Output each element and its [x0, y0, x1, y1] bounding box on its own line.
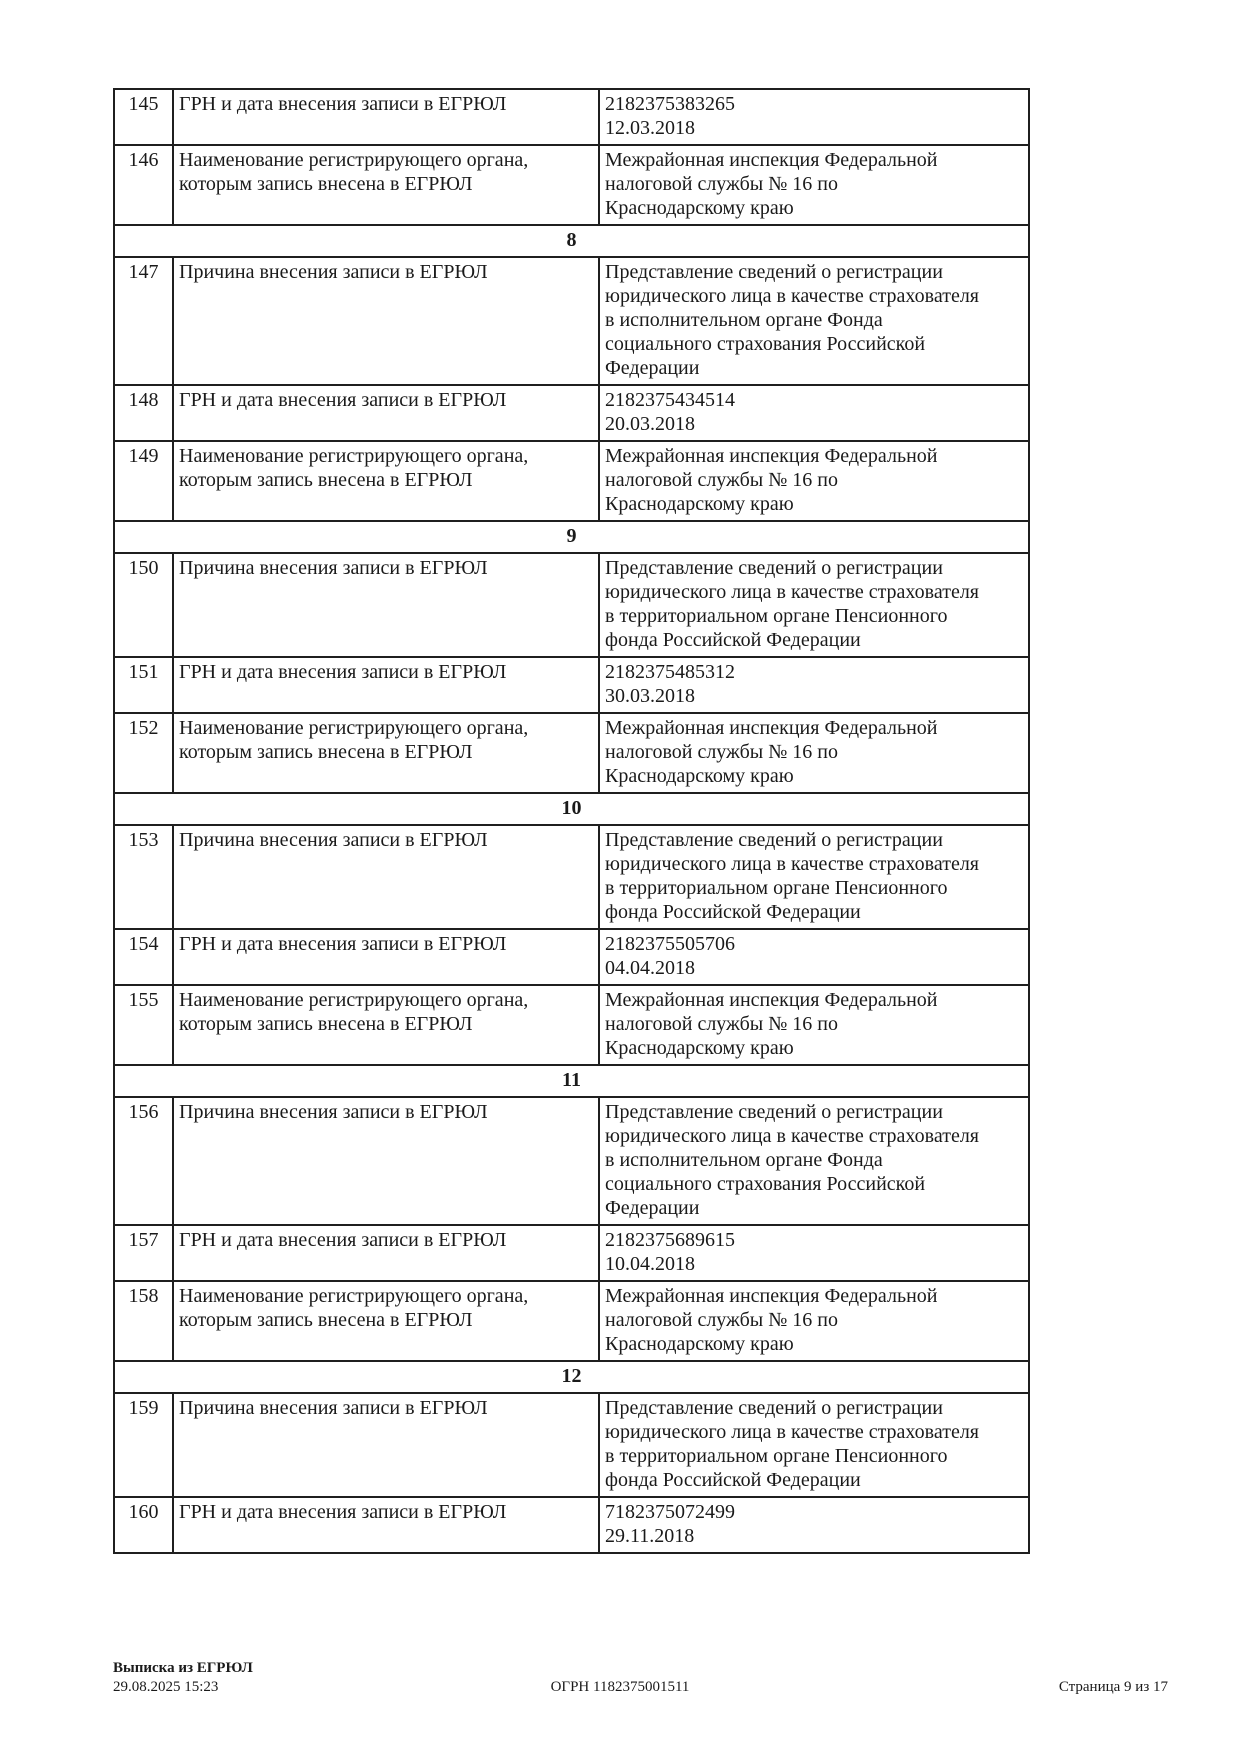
record-number-cell: 159 [114, 1393, 173, 1497]
field-value-cell [599, 145, 1029, 225]
record-row [114, 1097, 1029, 1225]
field-value-line: 12.03.2018 [605, 117, 695, 139]
field-value-cell [599, 257, 1029, 385]
field-label-cell: Причина внесения записи в ЕГРЮЛ [173, 1393, 599, 1497]
field-value-line: фонда Российской Федерации [605, 629, 861, 651]
field-value-line: в территориальном органе Пенсионного [605, 605, 948, 627]
field-label-cell: Наименование регистрирующего органа, которым запись внесена в ЕГРЮЛ [173, 441, 599, 521]
field-value-line: 10.04.2018 [605, 1253, 695, 1275]
field-value-line: налоговой службы № 16 по [605, 1309, 838, 1331]
field-value-cell [599, 385, 1029, 441]
field-label-cell: Наименование регистрирующего органа, которым запись внесена в ЕГРЮЛ [173, 713, 599, 793]
record-row [114, 713, 1029, 793]
field-value-line: налоговой службы № 16 по [605, 173, 838, 195]
field-label-cell: Наименование регистрирующего органа, которым запись внесена в ЕГРЮЛ [173, 1281, 599, 1361]
ogrn-label: ОГРН 1182375001511 [550, 1679, 690, 1695]
field-label-cell: ГРН и дата внесения записи в ЕГРЮЛ [173, 385, 599, 441]
record-row [114, 929, 1029, 985]
field-value-line: юридического лица в качестве страхователя [605, 285, 980, 307]
field-label-cell: Причина внесения записи в ЕГРЮЛ [173, 257, 599, 385]
field-value-line: 2182375689615 [605, 1229, 735, 1251]
field-value-line: Межрайонная инспекция Федеральной [605, 989, 938, 1011]
record-row [114, 385, 1029, 441]
record-number-cell: 154 [114, 929, 173, 985]
record-row [114, 145, 1029, 225]
field-label-cell: Наименование регистрирующего органа, которым запись внесена в ЕГРЮЛ [173, 145, 599, 225]
field-value-line: Федерации [605, 1197, 700, 1219]
field-value-line: Краснодарскому краю [605, 1037, 794, 1059]
record-row [114, 1225, 1029, 1281]
record-number-cell: 153 [114, 825, 173, 929]
section-number: 9 [114, 521, 1029, 553]
section-number: 8 [114, 225, 1029, 257]
field-value-line: налоговой службы № 16 по [605, 469, 838, 491]
field-label-cell: ГРН и дата внесения записи в ЕГРЮЛ [173, 929, 599, 985]
record-number-cell: 147 [114, 257, 173, 385]
field-value-cell [599, 1497, 1029, 1553]
field-value-line: Федерации [605, 357, 700, 379]
field-value-line: Представление сведений о регистрации [605, 261, 943, 283]
record-number-cell: 148 [114, 385, 173, 441]
field-value-line: 7182375072499 [605, 1501, 735, 1523]
record-number-cell: 146 [114, 145, 173, 225]
field-value-line: в исполнительном органе Фонда [605, 309, 883, 331]
record-number-cell: 160 [114, 1497, 173, 1553]
section-header-row [114, 225, 1029, 257]
record-number-cell: 156 [114, 1097, 173, 1225]
field-label-cell: Причина внесения записи в ЕГРЮЛ [173, 825, 599, 929]
field-value-line: 29.11.2018 [605, 1525, 695, 1547]
field-value-cell [599, 553, 1029, 657]
section-header-row [114, 521, 1029, 553]
field-value-line: Межрайонная инспекция Федеральной [605, 149, 938, 171]
field-value-line: юридического лица в качестве страхователя [605, 581, 980, 603]
field-value-line: юридического лица в качестве страхователя [605, 853, 980, 875]
field-label-cell: Причина внесения записи в ЕГРЮЛ [173, 553, 599, 657]
field-value-line: Краснодарскому краю [605, 493, 794, 515]
record-number-cell: 145 [114, 89, 173, 145]
field-value-line: 2182375434514 [605, 389, 735, 411]
field-value-line: фонда Российской Федерации [605, 1469, 861, 1491]
field-value-line: в исполнительном органе Фонда [605, 1149, 883, 1171]
record-row [114, 257, 1029, 385]
field-value-line: социального страхования Российской [605, 333, 926, 355]
field-label-cell: ГРН и дата внесения записи в ЕГРЮЛ [173, 1225, 599, 1281]
field-value-line: налоговой службы № 16 по [605, 1013, 838, 1035]
field-value-line: 2182375505706 [605, 933, 735, 955]
record-row [114, 553, 1029, 657]
field-value-line: Краснодарскому краю [605, 197, 794, 219]
field-value-line: социального страхования Российской [605, 1173, 926, 1195]
record-row [114, 89, 1029, 145]
field-value-line: 04.04.2018 [605, 957, 695, 979]
field-value-line: Представление сведений о регистрации [605, 1101, 943, 1123]
extract-timestamp: 29.08.2025 15:23 [113, 1679, 219, 1695]
field-value-line: Представление сведений о регистрации [605, 829, 943, 851]
record-row [114, 1497, 1029, 1553]
field-value-line: 30.03.2018 [605, 685, 695, 707]
field-value-line: Межрайонная инспекция Федеральной [605, 717, 938, 739]
field-value-line: юридического лица в качестве страхователя [605, 1421, 980, 1443]
field-value-cell [599, 441, 1029, 521]
record-number-cell: 158 [114, 1281, 173, 1361]
field-value-line: Межрайонная инспекция Федеральной [605, 445, 938, 467]
field-label-cell: ГРН и дата внесения записи в ЕГРЮЛ [173, 1497, 599, 1553]
field-value-line: Представление сведений о регистрации [605, 1397, 943, 1419]
record-row [114, 985, 1029, 1065]
record-row [114, 441, 1029, 521]
field-value-line: фонда Российской Федерации [605, 901, 861, 923]
section-number: 12 [114, 1361, 1029, 1393]
field-value-line: в территориальном органе Пенсионного [605, 1445, 948, 1467]
field-value-cell [599, 1281, 1029, 1361]
field-value-line: 2182375485312 [605, 661, 735, 683]
record-number-cell: 157 [114, 1225, 173, 1281]
field-value-cell [599, 985, 1029, 1065]
field-value-line: Межрайонная инспекция Федеральной [605, 1285, 938, 1307]
field-value-line: юридического лица в качестве страхователя [605, 1125, 980, 1147]
record-number-cell: 152 [114, 713, 173, 793]
page-number: Страница 9 из 17 [1058, 1679, 1168, 1695]
section-number: 11 [114, 1065, 1029, 1097]
record-number-cell: 155 [114, 985, 173, 1065]
field-label-cell: ГРН и дата внесения записи в ЕГРЮЛ [173, 89, 599, 145]
field-value-line: Краснодарскому краю [605, 765, 794, 787]
field-value-cell [599, 929, 1029, 985]
field-value-cell [599, 1225, 1029, 1281]
record-row [114, 1281, 1029, 1361]
egrul-table-body [114, 89, 1029, 1553]
field-value-line: налоговой службы № 16 по [605, 741, 838, 763]
section-header-row [114, 793, 1029, 825]
record-row [114, 825, 1029, 929]
field-value-line: в территориальном органе Пенсионного [605, 877, 948, 899]
field-value-line: 20.03.2018 [605, 413, 695, 435]
field-value-line: Представление сведений о регистрации [605, 557, 943, 579]
field-label-cell: Наименование регистрирующего органа, которым запись внесена в ЕГРЮЛ [173, 985, 599, 1065]
record-row [114, 657, 1029, 713]
section-number: 10 [114, 793, 1029, 825]
field-value-cell [599, 657, 1029, 713]
record-number-cell: 150 [114, 553, 173, 657]
field-value-cell [599, 713, 1029, 793]
record-number-cell: 149 [114, 441, 173, 521]
field-label-cell: ГРН и дата внесения записи в ЕГРЮЛ [173, 657, 599, 713]
field-value-line: Краснодарскому краю [605, 1333, 794, 1355]
record-number-cell: 151 [114, 657, 173, 713]
field-value-cell [599, 89, 1029, 145]
egrul-records-table [113, 88, 1030, 1554]
field-value-line: 2182375383265 [605, 93, 735, 115]
section-header-row [114, 1361, 1029, 1393]
document-type-label: Выписка из ЕГРЮЛ [113, 1660, 253, 1676]
section-header-row [114, 1065, 1029, 1097]
field-label-cell: Причина внесения записи в ЕГРЮЛ [173, 1097, 599, 1225]
field-value-cell [599, 1097, 1029, 1225]
field-value-cell [599, 825, 1029, 929]
field-value-cell [599, 1393, 1029, 1497]
record-row [114, 1393, 1029, 1497]
